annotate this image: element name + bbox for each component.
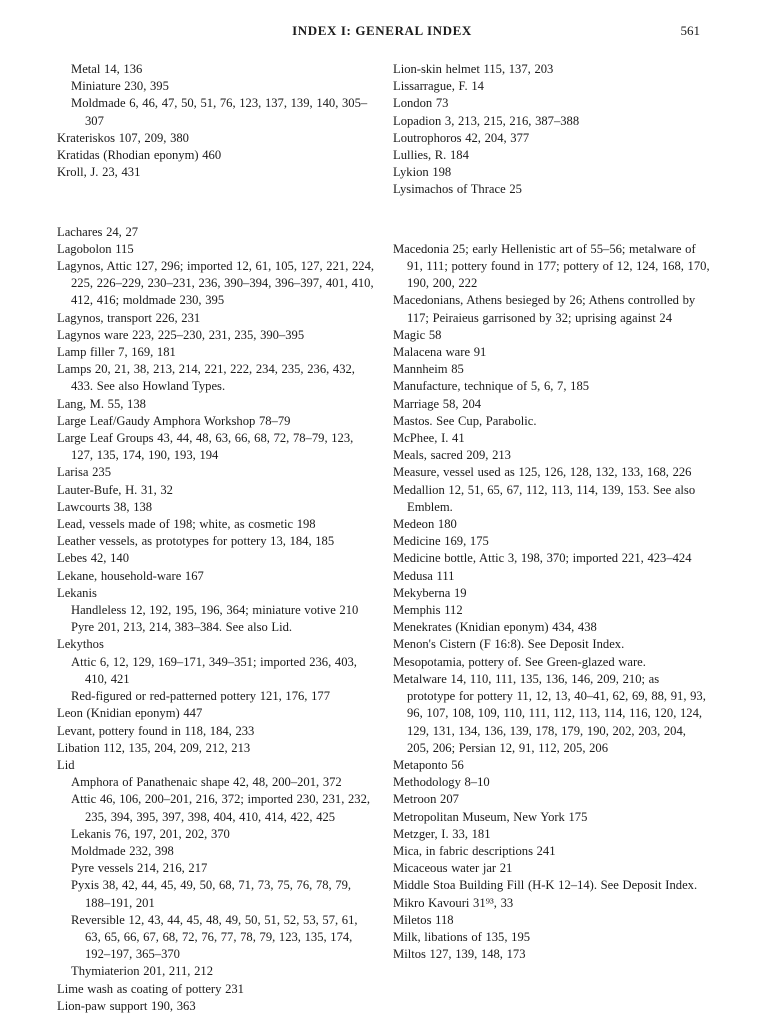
- index-entry: Milk, libations of 135, 195: [393, 929, 531, 944]
- page-title: INDEX I: GENERAL INDEX: [292, 23, 472, 38]
- index-entry: Lid: [57, 757, 75, 772]
- index-entry: Micaceous water jar 21: [393, 861, 513, 876]
- index-entry: Leather vessels, as prototypes for pottery 13, 184, 185: [57, 534, 335, 549]
- index-entry: Levant, pottery found in 118, 184, 233: [57, 723, 255, 738]
- index-entry: Mekyberna 19: [393, 585, 467, 600]
- index-entry: Metropolitan Museum, New York 175: [393, 809, 588, 824]
- index-subentry: Pyxis 38, 42, 44, 45, 49, 50, 68, 71, 73, 75, 76, 78, 79, 188–191, 201: [71, 878, 352, 910]
- index-entry: Magic 58: [393, 327, 442, 342]
- index-entry: Mannheim 85: [393, 362, 464, 377]
- index-entry: Leon (Knidian eponym) 447: [57, 706, 203, 721]
- index-entry: Metaponto 56: [393, 757, 464, 772]
- index-entry: Metroon 207: [393, 792, 459, 807]
- page-header: [0, 22, 764, 42]
- index-entry: Krateriskos 107, 209, 380: [57, 130, 189, 145]
- index-entry: Medallion 12, 51, 65, 67, 112, 113, 114, 139, 153. See also Emblem.: [393, 482, 696, 514]
- index-entry: Larisa 235: [57, 465, 112, 480]
- index-subentry: Pyre 201, 213, 214, 383–384. See also Lid.: [71, 620, 293, 635]
- index-entry: Mica, in fabric descriptions 241: [393, 843, 556, 858]
- index-entry: Libation 112, 135, 204, 209, 212, 213: [57, 740, 251, 755]
- index-entry: Manufacture, technique of 5, 6, 7, 185: [393, 379, 590, 394]
- index-entry: Large Leaf Groups 43, 44, 48, 63, 66, 68, 72, 78–79, 123, 127, 135, 174, 190, 193, 194: [57, 431, 354, 463]
- index-subentry: Red-figured or red-patterned pottery 121, 176, 177: [71, 689, 330, 704]
- index-subentry: Attic 6, 12, 129, 169–171, 349–351; imported 236, 403, 410, 421: [71, 654, 357, 686]
- index-entry: Meals, sacred 209, 213: [393, 448, 511, 463]
- index-subentry: Metal 14, 136: [71, 62, 143, 76]
- index-entry: McPhee, I. 41: [393, 431, 465, 446]
- index-entry: Marriage 58, 204: [393, 396, 482, 411]
- index-entry: Mikro Kavouri 31⁹³, 33: [393, 895, 514, 910]
- index-entry: Loutrophoros 42, 204, 377: [393, 130, 530, 145]
- index-entry: Mastos. See Cup, Parabolic.: [393, 413, 537, 428]
- index-entry: Lang, M. 55, 138: [57, 396, 146, 411]
- page-number: 561: [680, 23, 700, 38]
- index-entry: Lachares 24, 27: [57, 224, 139, 239]
- index-entry: Metzger, I. 33, 181: [393, 826, 491, 841]
- letter-section-gap: [57, 194, 375, 211]
- index-entry: Lagynos, Attic 127, 296; imported 12, 61, 105, 127, 221, 224, 225, 226–229, 230–231, 236, 390–394, 396–397, 401, 410, 412, 416; moldmade 230, 395: [57, 259, 375, 308]
- index-entry: Lion-paw support 190, 363: [57, 998, 196, 1013]
- index-subentry: Moldmade 6, 46, 47, 50, 51, 76, 123, 137, 139, 140, 305–307: [71, 96, 368, 128]
- index-entry: Miltos 127, 139, 148, 173: [393, 947, 526, 962]
- index-entry: Macedonia 25; early Hellenistic art of 55–56; metalware of 91, 111; pottery found in 177; pottery of 12, 124, 168, 170, 190, 200, 222: [393, 241, 710, 291]
- index-subentry: Miniature 230, 395: [71, 79, 169, 94]
- index-subentry: Lekanis 76, 197, 201, 202, 370: [71, 826, 230, 841]
- index-column-left: [57, 61, 375, 1015]
- index-entry: Lekanis: [57, 585, 97, 600]
- index-entry: Macedonians, Athens besieged by 26; Athens controlled by 117; Peiraieus garrisoned by 32; uprising against 24: [393, 293, 696, 325]
- index-subentry: Pyre vessels 214, 216, 217: [71, 861, 208, 876]
- index-entry: Lykion 198: [393, 165, 452, 180]
- index-subentry: Amphora of Panathenaic shape 42, 48, 200–201, 372: [71, 775, 342, 790]
- index-entry: Medusa 111: [393, 568, 455, 583]
- index-subentry: Handleless 12, 192, 195, 196, 364; miniature votive 210: [71, 603, 359, 618]
- index-entry: Large Leaf/Gaudy Amphora Workshop 78–79: [57, 413, 291, 428]
- index-entry: Lagynos, transport 226, 231: [57, 310, 201, 325]
- index-entry: Malacena ware 91: [393, 345, 487, 360]
- index-subentry: Thymiaterion 201, 211, 212: [71, 964, 213, 979]
- index-subentry: Moldmade 232, 398: [71, 843, 174, 858]
- index-entry: Lebes 42, 140: [57, 551, 129, 566]
- index-entry: Mesopotamia, pottery of. See Green-glazed ware.: [393, 654, 646, 669]
- index-entry: Lagynos ware 223, 225–230, 231, 235, 390–395: [57, 327, 305, 342]
- index-entry: Medicine bottle, Attic 3, 198, 370; imported 221, 423–424: [393, 551, 692, 566]
- index-entry: Lagobolon 115: [57, 241, 134, 256]
- index-entry: Lamp filler 7, 169, 181: [57, 345, 176, 360]
- index-entry: Lullies, R. 184: [393, 148, 469, 163]
- index-entry: Medicine 169, 175: [393, 534, 489, 549]
- index-entry: Lead, vessels made of 198; white, as cosmetic 198: [57, 517, 316, 532]
- index-entry: Middle Stoa Building Fill (H-K 12–14). See Deposit Index.: [393, 878, 698, 893]
- index-entry: London 73: [393, 96, 449, 111]
- index-entry: Lekane, household-ware 167: [57, 568, 204, 583]
- letter-section-gap: [393, 211, 711, 228]
- index-entry: Lysimachos of Thrace 25: [393, 182, 522, 197]
- index-entry: Miletos 118: [393, 912, 454, 927]
- index-entry: Methodology 8–10: [393, 775, 490, 790]
- index-column-right: [393, 61, 711, 963]
- index-entry: Lawcourts 38, 138: [57, 499, 153, 514]
- index-entry: Lissarrague, F. 14: [393, 79, 484, 94]
- index-entry: Menekrates (Knidian eponym) 434, 438: [393, 620, 597, 635]
- index-entry: Medeon 180: [393, 517, 457, 532]
- index-entry: Lekythos: [57, 637, 104, 652]
- index-entry: Lime wash as coating of pottery 231: [57, 981, 244, 996]
- index-entry: Metalware 14, 110, 111, 135, 136, 146, 209, 210; as prototype for pottery 11, 12, 13, 40–41, 62, 69, 88, 91, 93, 96, 107, 108, 109, 110, 111, 112, 113, 114, 116, 120, 124, 129, 131, 134, 136, 139, 178, 179, 190, 202, 203, 204, 205, 206; Persian 12, 91, 112, 205, 206: [393, 671, 706, 755]
- index-entry: Kratidas (Rhodian eponym) 460: [57, 148, 222, 163]
- index-entry: Memphis 112: [393, 603, 463, 618]
- index-entry: Lion-skin helmet 115, 137, 203: [393, 62, 554, 76]
- index-entry: Lopadion 3, 213, 215, 216, 387–388: [393, 113, 580, 128]
- index-subentry: Attic 46, 106, 200–201, 216, 372; imported 230, 231, 232, 235, 394, 395, 397, 398, 404, 410, 414, 422, 425: [71, 792, 371, 824]
- index-entry: Kroll, J. 23, 431: [57, 165, 141, 180]
- index-entry: Lamps 20, 21, 38, 213, 214, 221, 222, 234, 235, 236, 432, 433. See also Howland Types.: [57, 362, 355, 394]
- index-subentry: Reversible 12, 43, 44, 45, 48, 49, 50, 51, 52, 53, 57, 61, 63, 65, 66, 67, 68, 72, 76, 77, 78, 79, 123, 135, 174, 192–197, 365–370: [71, 912, 358, 962]
- index-entry: Lauter-Bufe, H. 31, 32: [57, 482, 173, 497]
- index-entry: Measure, vessel used as 125, 126, 128, 132, 133, 168, 226: [393, 465, 692, 480]
- index-entry: Menon's Cistern (F 16:8). See Deposit Index.: [393, 637, 625, 652]
